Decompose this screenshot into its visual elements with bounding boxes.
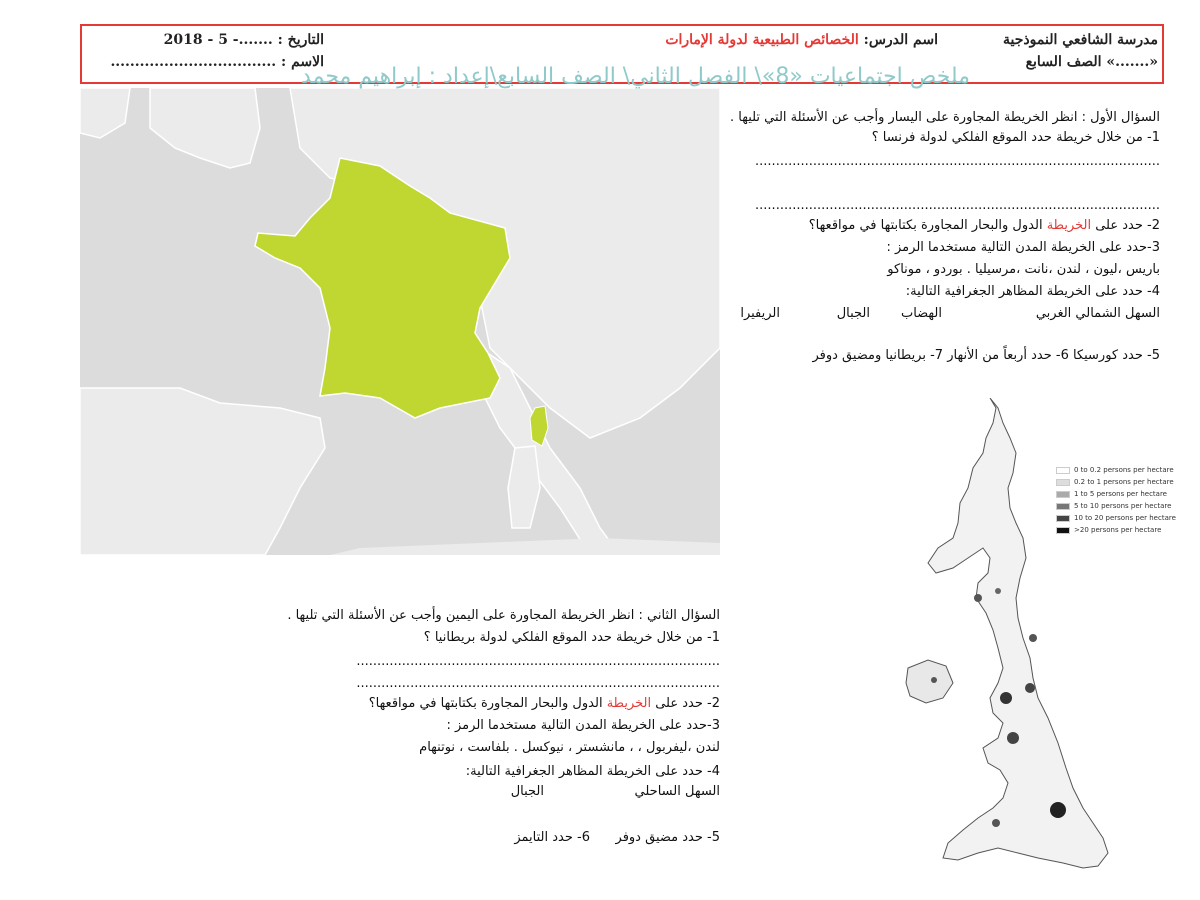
q1-line5: 5- حدد كورسيكا 6- حدد أربعاً من الأنهار 7- بريطانيا ومضيق دوفر (812, 348, 1160, 363)
bristol-density (992, 819, 1000, 827)
q2-line2-map-word: الخريطة (606, 696, 652, 711)
uk-population-map (898, 398, 1188, 893)
q2-line4: 4- حدد على الخريطة المظاهر الجغرافية التالية: (465, 764, 720, 779)
q2-answer-line2: ........................................................................................ (356, 676, 720, 691)
q2-line3: 3-حدد على الخريطة المدن التالية مستخدما الرمز : (446, 718, 720, 733)
q1-line1: 1- من خلال خريطة حدد الموقع الفلكي لدولة فرنسا ؟ (871, 130, 1160, 145)
q2-line6: 6- حدد التايمز (514, 830, 590, 845)
newcastle-density (1029, 634, 1037, 642)
france-map (80, 88, 720, 555)
london-density (1050, 802, 1066, 818)
legend-item-1: 0 to 0.2 persons per hectare (1056, 466, 1174, 474)
q2-feature-2: الجبال (510, 784, 544, 799)
q2-cities: لندن ،ليفربول ، ، مانشستر ، نيوكسل . بلفاست ، نوتنهام (419, 740, 720, 755)
france-map-graphic (80, 88, 720, 555)
edinburgh-density (995, 588, 1001, 594)
legend-item-5: 10 to 20 persons per hectare (1056, 514, 1176, 522)
legend-item-4: 5 to 10 persons per hectare (1056, 502, 1171, 510)
belfast-density (931, 677, 937, 683)
date-field: التاريخ : .......- 5 - 2018 (163, 32, 324, 48)
q2-line2-c: الدول والبحار المجاورة بكتابتها في مواقعها؟ (368, 696, 607, 711)
q1-line3: 3-حدد على الخريطة المدن التالية مستخدما الرمز : (886, 240, 1160, 255)
lesson-title: الخصائص الطبيعية لدولة الإمارات (665, 32, 859, 48)
northern-ireland-shape (906, 660, 953, 703)
watermark-text: ملخص اجتماعيات «8»\ الفصل الثاني\ الصف السابع\إعداد : إبراهيم محمد (301, 64, 970, 89)
q1-feature-2: الهضاب (900, 306, 942, 321)
q1-feature-1: السهل الشمالي الغربي (1035, 306, 1160, 321)
midlands-density (1007, 732, 1019, 744)
q2-line5: 5- حدد مضيق دوفر (615, 830, 720, 845)
q1-cities: باريس ،ليون ، لندن ،نانت ،مرسيليا . بوردو ، موناكو (887, 262, 1160, 277)
q1-line2 (809, 218, 1160, 233)
lesson-line (665, 32, 938, 48)
q2-title: السؤال الثاني : انظر الخريطة المجاورة على اليمين وأجب عن الأسئلة التي تليها . (287, 608, 720, 623)
q2-line2-a: 2- حدد على (651, 696, 720, 711)
legend-item-2: 0.2 to 1 persons per hectare (1056, 478, 1174, 486)
q2-feature-1: السهل الساحلي (634, 784, 720, 799)
lesson-label: اسم الدرس: (863, 32, 938, 48)
q2-answer-line1: ........................................................................................ (356, 654, 720, 669)
q1-line2-c: الدول والبحار المجاورة بكتابتها في مواقعها؟ (808, 218, 1047, 233)
q2-line2 (369, 696, 720, 711)
q1-feature-4: الريفيرا (740, 306, 780, 321)
q1-feature-3: الجبال (836, 306, 870, 321)
legend-item-3: 1 to 5 persons per hectare (1056, 490, 1167, 498)
q1-answer-line1: .................................................................................................. (755, 154, 1160, 169)
q2-line1: 1- من خلال خريطة حدد الموقع الفلكي لدولة بريطانيا ؟ (423, 630, 720, 645)
glasgow-density (974, 594, 982, 602)
manchester-density (1000, 692, 1012, 704)
q1-answer-line2: .................................................................................................. (755, 198, 1160, 213)
legend-item-6: >20 persons per hectare (1056, 526, 1161, 534)
q1-line2-map-word: الخريطة (1046, 218, 1092, 233)
school-name: مدرسة الشافعي النموذجية (1003, 32, 1158, 48)
leeds-density (1025, 683, 1035, 693)
q1-line4: 4- حدد على الخريطة المظاهر الجغرافية التالية: (905, 284, 1160, 299)
q1-title: السؤال الأول : انظر الخريطة المجاورة على اليسار وأجب عن الأسئلة التي تليها . (729, 110, 1160, 125)
grade-label: الصف السابع «.......» (1025, 54, 1158, 70)
name-field: الاسم : .................................. (110, 54, 324, 70)
q1-line2-a: 2- حدد على (1091, 218, 1160, 233)
